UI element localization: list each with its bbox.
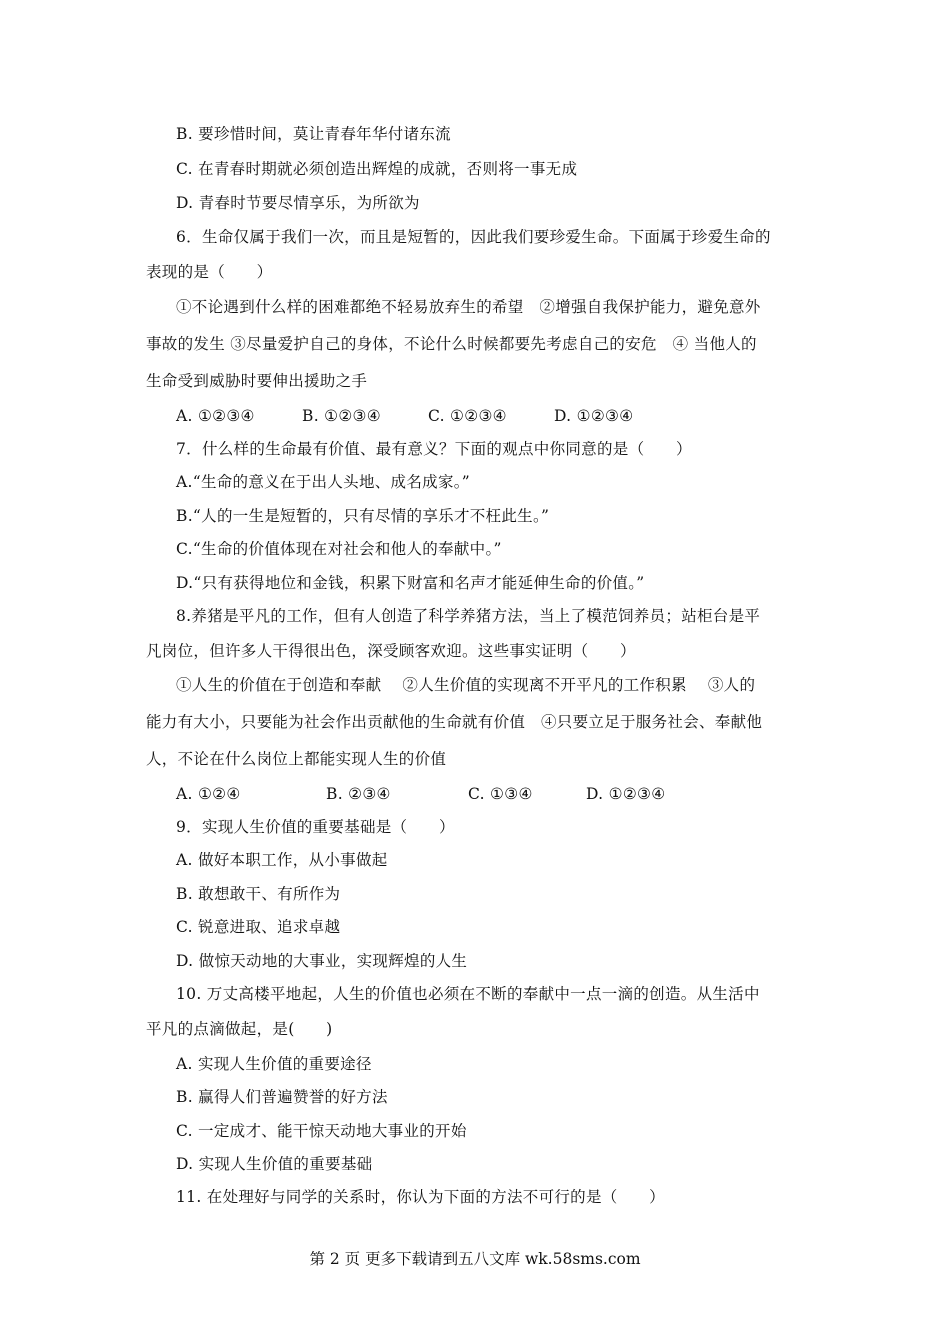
q10-option-d: D. 实现人生价值的重要基础	[176, 1155, 373, 1173]
q5-option-d: D. 青春时节要尽情享乐，为所欲为	[176, 194, 420, 212]
q6-statements-line-1: ①不论遇到什么样的困难都绝不轻易放弃生的希望 ②增强自我保护能力，避免意外	[176, 298, 761, 316]
q8-statements-line-3: 人，不论在什么岗位上都能实现人生的价值	[146, 750, 447, 768]
q9-option-a: A. 做好本职工作，从小事做起	[176, 851, 388, 869]
q6-option-b: B. ①②③④	[302, 407, 381, 425]
q9-stem: 9．实现人生价值的重要基础是（ ）	[176, 818, 455, 836]
q5-option-c: C. 在青春时期就必须创造出辉煌的成就，否则将一事无成	[176, 160, 578, 178]
q10-option-c: C. 一定成才、能干惊天动地大事业的开始	[176, 1122, 467, 1140]
q8-stem-line-1: 8.养猪是平凡的工作，但有人创造了科学养猪方法，当上了模范饲养员；站柜台是平	[176, 607, 761, 625]
q6-statements-line-3: 生命受到威胁时要伸出援助之手	[146, 372, 368, 390]
q10-stem-line-1: 10. 万丈高楼平地起，人生的价值也必须在不断的奉献中一点一滴的创造。从生活中	[176, 985, 760, 1003]
q8-statements-line-2: 能力有大小，只要能为社会作出贡献他的生命就有价值 ④只要立足于服务社会、奉献他	[146, 713, 763, 731]
q10-option-b: B. 赢得人们普遍赞誉的好方法	[176, 1088, 388, 1106]
q6-stem-line-2: 表现的是（ ）	[146, 263, 273, 281]
q8-statements-line-1: ①人生的价值在于创造和奉献 ②人生价值的实现离不开平凡的工作积累 ③人的	[176, 676, 756, 694]
q8-stem-line-2: 凡岗位，但许多人干得很出色，深受顾客欢迎。这些事实证明（ ）	[146, 642, 636, 660]
q10-stem-line-2: 平凡的点滴做起，是( )	[146, 1020, 333, 1038]
q7-stem: 7．什么样的生命最有价值、最有意义？下面的观点中你同意的是（ ）	[176, 440, 692, 458]
q5-option-b: B. 要珍惜时间，莫让青春年华付诸东流	[176, 125, 451, 143]
q9-option-c: C. 锐意进取、追求卓越	[176, 918, 341, 936]
q7-option-a: A.“生命的意义在于出人头地、成名成家。”	[176, 473, 471, 491]
q6-options	[176, 406, 633, 426]
q7-option-d: D.“只有获得地位和金钱，积累下财富和名声才能延伸生命的价值。”	[176, 574, 645, 592]
q8-option-c: C. ①③④	[468, 785, 533, 803]
q6-option-d: D. ①②③④	[554, 407, 634, 425]
q9-option-d: D. 做惊天动地的大事业，实现辉煌的人生	[176, 952, 468, 970]
q10-option-a: A. 实现人生价值的重要途径	[176, 1055, 372, 1073]
q8-option-d: D. ①②③④	[586, 785, 666, 803]
q6-option-a: A. ①②③④	[176, 407, 255, 425]
q8-option-b: B. ②③④	[326, 785, 391, 803]
q6-stem-line-1: 6．生命仅属于我们一次，而且是短暂的，因此我们要珍爱生命。下面属于珍爱生命的	[176, 228, 771, 246]
q8-options	[176, 784, 665, 804]
q8-option-a: A. ①②④	[176, 785, 241, 803]
q6-option-c: C. ①②③④	[428, 407, 507, 425]
q7-option-c: C.“生命的价值体现在对社会和他人的奉献中。”	[176, 540, 502, 558]
q9-option-b: B. 敢想敢干、有所作为	[176, 885, 341, 903]
q7-option-b: B.“人的一生是短暂的，只有尽情的享乐才不枉此生。”	[176, 507, 550, 525]
page-footer: 第 2 页 更多下载请到五八文库 wk.58sms.com	[309, 1250, 641, 1268]
q11-stem: 11. 在处理好与同学的关系时，你认为下面的方法不可行的是（ ）	[176, 1188, 665, 1206]
q6-statements-line-2: 事故的发生 ③尽量爱护自己的身体，不论什么时候都要先考虑自己的安危 ④ 当他人的	[146, 335, 757, 353]
